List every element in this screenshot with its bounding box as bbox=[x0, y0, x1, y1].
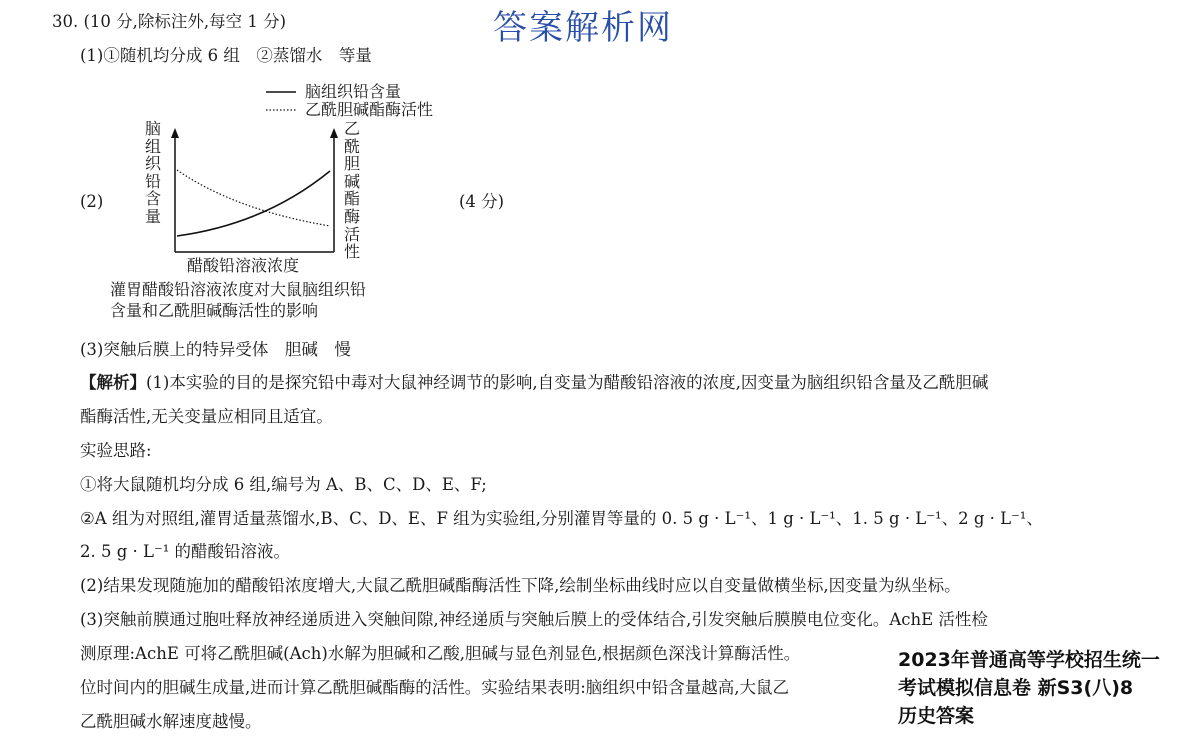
brain-lead-content-curve bbox=[177, 171, 330, 236]
left-axis-arrow bbox=[171, 128, 179, 138]
answer-part-3: (3)突触后膜上的特异受体 胆碱 慢 bbox=[80, 340, 351, 359]
watermark: 答案解析网 bbox=[493, 8, 673, 48]
ache-activity-curve bbox=[177, 170, 330, 226]
overlay-line-2: 考试模拟信息卷 新S3(八)8 bbox=[898, 677, 1134, 699]
right-axis-label: 乙 酰 胆 碱 酯 酶 活 性 bbox=[343, 119, 360, 262]
analysis-paragraph-6: (3)突触前膜通过胞吐释放神经递质进入突触间隙,神经递质与突触后膜上的受体结合,引发突触后膜膜电位变化。AchE 活性检 bbox=[80, 610, 988, 629]
analysis-paragraph-4-cont: 2. 5 g · L⁻¹ 的醋酸铅溶液。 bbox=[80, 542, 291, 561]
x-axis-label: 醋酸铅溶液浓度 bbox=[187, 256, 300, 275]
overlay-line-1: 2023年普通高等学校招生统一 bbox=[898, 649, 1160, 671]
question-header: 30. (10 分,除标注外,每空 1 分) bbox=[52, 12, 287, 31]
answer-part-1: (1)①随机均分成 6 组 ②蒸馏水 等量 bbox=[80, 46, 372, 65]
answer-part-2-label: (2) bbox=[80, 192, 104, 211]
analysis-paragraph-6-cont-2: 位时间内的胆碱生成量,进而计算乙酰胆碱酯酶的活性。实验结果表明:脑组织中铅含量越高,大鼠乙 bbox=[80, 678, 790, 697]
figure-caption-line-2: 含量和乙酰胆碱酶活性的影响 bbox=[110, 301, 319, 320]
left-axis-label: 脑 组 织 铅 含 量 bbox=[144, 119, 161, 226]
figure-caption-line-1: 灌胃醋酸铅溶液浓度对大鼠脑组织铅 bbox=[110, 280, 367, 299]
right-axis-arrow bbox=[330, 128, 338, 138]
analysis-paragraph-4: ②A 组为对照组,灌胃适量蒸馏水,B、C、D、E、F 组为实验组,分别灌胃等量的 0. 5 g · L⁻¹、1 g · L⁻¹、1. 5 g · L⁻¹、2 g · L⁻¹、 bbox=[80, 509, 1043, 528]
analysis-paragraph-1: 【解析】(1)本实验的目的是探究铅中毒对大鼠神经调节的影响,自变量为醋酸铅溶液的浓度,因变量为脑组织铅含量及乙酰胆碱 bbox=[80, 373, 989, 392]
analysis-paragraph-2: 实验思路: bbox=[80, 441, 152, 460]
analysis-paragraph-6-cont-1: 测原理:AchE 可将乙酰胆碱(Ach)水解为胆碱和乙酸,胆碱与显色剂显色,根据颜色深浅计算酶活性。 bbox=[80, 644, 801, 663]
analysis-paragraph-6-cont-3: 乙酰胆碱水解速度越慢。 bbox=[80, 712, 262, 731]
legend-solid-label: 脑组织铅含量 bbox=[305, 82, 402, 101]
answer-part-2-score: (4 分) bbox=[459, 192, 505, 211]
overlay-line-3: 历史答案 bbox=[898, 705, 975, 727]
analysis-paragraph-1-cont: 酯酶活性,无关变量应相同且适宜。 bbox=[80, 407, 333, 426]
analysis-paragraph-3: ①将大鼠随机均分成 6 组,编号为 A、B、C、D、E、F; bbox=[80, 475, 487, 494]
legend-dotted-label: 乙酰胆碱酯酶活性 bbox=[305, 100, 434, 119]
analysis-paragraph-5: (2)结果发现随施加的醋酸铅浓度增大,大鼠乙酰胆碱酯酶活性下降,绘制坐标曲线时应以自变量做横坐标,因变量为纵坐标。 bbox=[80, 576, 961, 595]
analysis-tag: 【解析】 bbox=[80, 373, 146, 392]
